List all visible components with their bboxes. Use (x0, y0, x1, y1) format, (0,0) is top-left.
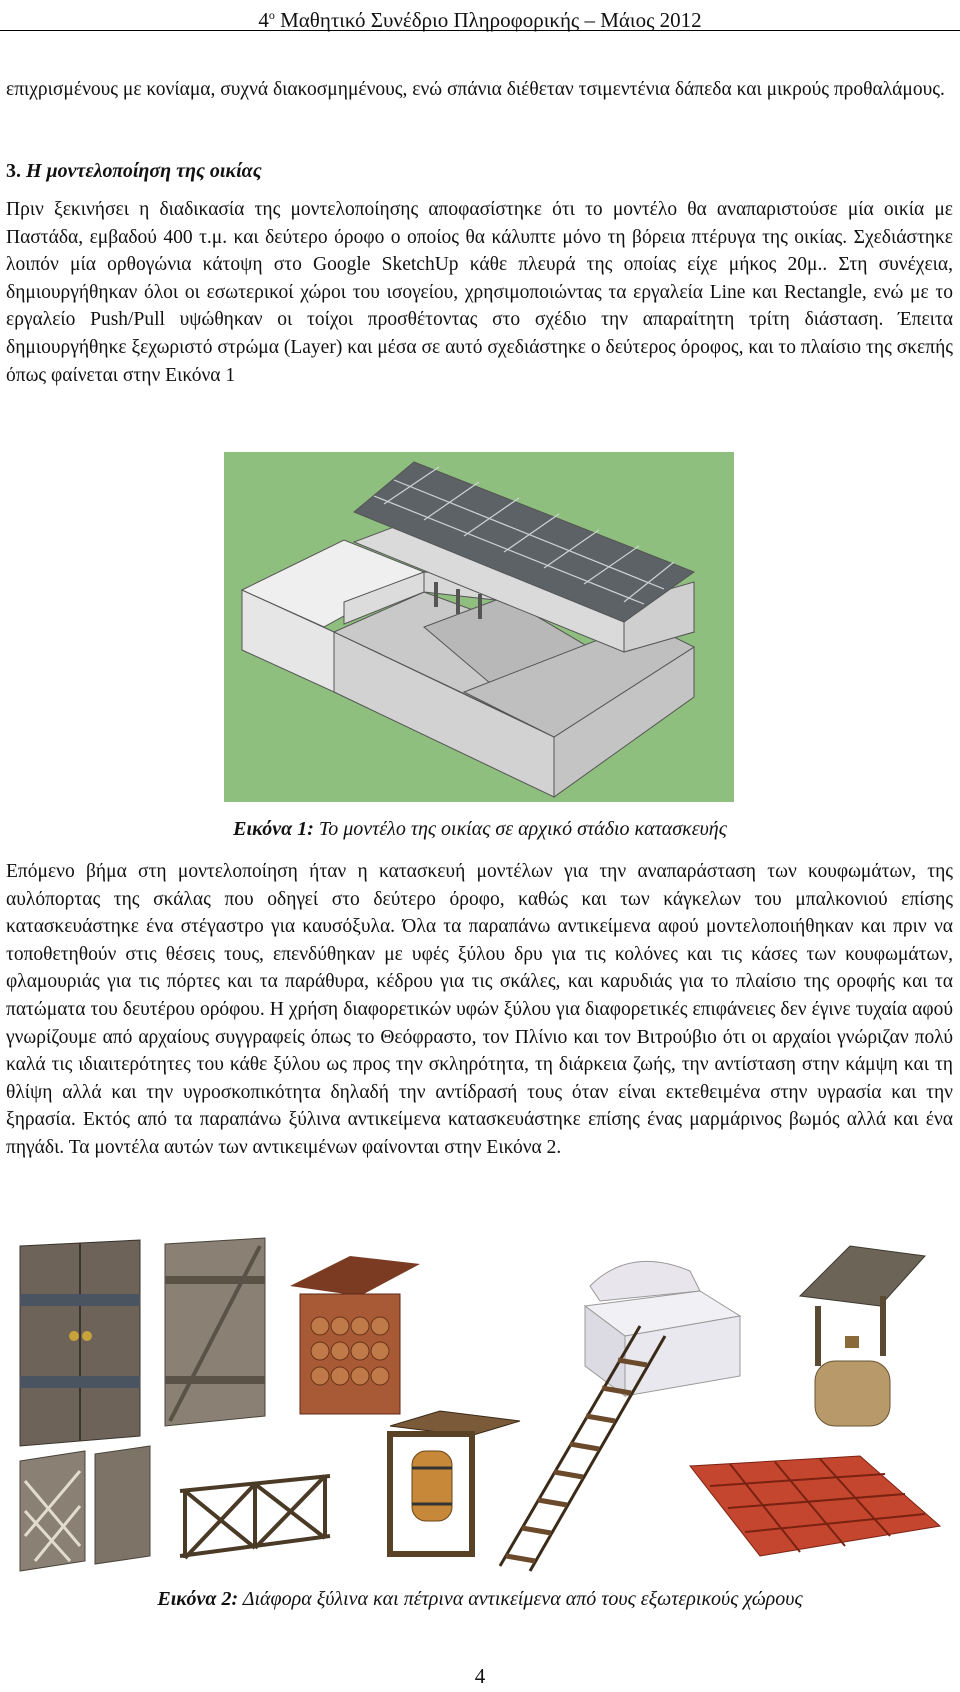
section-heading (6, 160, 262, 183)
marble-altar (585, 1261, 740, 1396)
figure-2-label: Εικόνα 2: (157, 1588, 239, 1610)
header-title: Μαθητικό Συνέδριο Πληροφορικής – Μάιος 2012 (274, 8, 702, 32)
stone-well (800, 1246, 925, 1426)
plank-door (165, 1238, 265, 1426)
figure-2-text: Διάφορα ξύλινα και πέτρινα αντικείμενα από τους εξωτερικούς χώρους (238, 1588, 803, 1610)
barrel-stand (390, 1411, 520, 1554)
figure-2-objects (0, 1236, 960, 1578)
running-header (0, 0, 960, 34)
figure-1-text: Το μοντέλο της οικίας σε αρχικό στάδιο κατασκευής (313, 818, 727, 840)
roof-tiles (690, 1456, 940, 1556)
section-number: 3. (6, 160, 21, 182)
section-title: Η μοντελοποίηση της οικίας (26, 160, 262, 182)
lattice-window (20, 1446, 150, 1571)
figure-2-caption (0, 1588, 960, 1611)
figure-1-caption (0, 818, 960, 841)
header-ordinal: 4 (258, 8, 269, 32)
figure-1-house-model (224, 452, 734, 802)
wooden-staircase (500, 1326, 665, 1571)
paragraph-objects: Επόμενο βήμα στη μοντελοποίηση ήταν η κατασκευή μοντέλων για την αναπαράσταση των κουφωμάτων, της αυλόπορτας της σκάλας που οδηγεί στο δεύτερο όροφο, καθώς και των κάγκελων του μπαλκονιού επίσης κατασκευάστηκε ένα στέγαστρο για καυσόξυλα. Όλα τα παραπάνω αντικείμενα αφού μοντελοποιήθηκαν και πριν να τοποθετηθούν στις θέσεις τους, επενδύθηκαν με υφές ξύλου δρυ για τις κολόνες και τις κάσες των κουφωμάτων, φλαμουριάς για τις πόρτες και τα παράθυρα, κέδρου για τις σκάλες, και καρυδιάς για το πλαίσιο της οροφής και τα πατώματα του δευτέρου ορόφου. Η χρήση διαφορετικών υφών ξύλου για διαφορετικές επιφάνειες δεν έγινε τυχαία αφού γνωρίζουμε από αρχαίους συγγραφείς όπως το Θεόφραστο, τον Πλίνιο και τον Βιτρούβιο ότι οι αρχαίοι γνώριζαν πολύ καλά τις ιδιαιτερότητες του κάθε ξύλου ως προς την σκληρότητα, τη διάρκεια ζωής, την αντίσταση στην κάμψη και τη θλίψη αλλά και την υγροσκοπικότητα δηλαδή την αντίδρασή τους όταν είναι εκτεθειμένα στην υγρασία και την ξηρασία. Εκτός από τα παραπάνω ξύλινα αντικείμενα κατασκευάστηκε επίσης ένας μαρμάρινος βωμός αλλά και ένα πηγάδι. Τα μοντέλα αυτών των αντικειμένων φαίνονται στην Εικόνα 2. (6, 861, 953, 1158)
balcony-railing (180, 1476, 330, 1558)
header-ordinal-sup: ο (268, 8, 275, 22)
paragraph-modelling: Πριν ξεκινήσει η διαδικασία της μοντελοποίησης αποφασίστηκε ότι το μοντέλο θα αναπαριστούσε μία οικία με Παστάδα, εμβαδού 400 τ.μ. και δεύτερο όροφο ο οποίος θα κάλυπτε μόνο τη βόρεια πτέρυγα της οικίας. Σχεδιάστηκε λοιπόν μία ορθογώνια κάτοψη στο Google SketchUp κάθε πλευρά της οποίας είχε μήκος 20μ.. Στη συνέχεια, δημιουργήθηκαν όλοι οι εσωτερικοί χώροι του ισογείου, χρησιμοποιώντας τα εργαλεία Line και Rectangle, ενώ με το εργαλείο Push/Pull υψώθηκαν οι τοίχοι προσθέτοντας στο σχέδιο την απαραίτητη τρίτη διάσταση. Έπειτα δημιουργήθηκε ξεχωριστό στρώμα (Layer) και μέσα σε αυτό σχεδιάστηκε ο δεύτερος όροφος, και το πλαίσιο της σκεπής όπως φαίνεται στην Εικόνα 1 (6, 199, 953, 386)
page-number: 4 (474, 1664, 486, 1688)
double-door (20, 1240, 140, 1446)
firewood-shelter (290, 1256, 420, 1414)
figure-1-label: Εικόνα 1: (233, 818, 314, 840)
header-rule (0, 30, 960, 31)
paragraph-continued: επιχρισμένους με κονίαμα, συχνά διακοσμημένους, ενώ σπάνια διέθεταν τσιμεντένια δάπεδα και μικρούς προθαλάμους. (6, 79, 945, 100)
